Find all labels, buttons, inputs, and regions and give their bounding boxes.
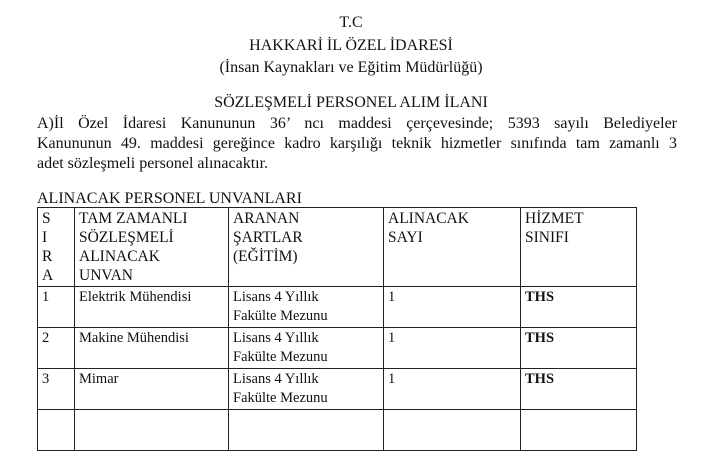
cell-unvan: Elektrik Mühendisi <box>75 287 229 328</box>
cell-sinif: THS <box>521 369 637 410</box>
cell-sartlar <box>229 369 384 410</box>
cell-sayi: 1 <box>384 287 521 328</box>
cell-sayi <box>384 410 521 451</box>
cell-sartlar-1: Lisans 4 Yıllık <box>233 330 319 346</box>
header-unvan <box>75 208 229 287</box>
cell-unvan <box>75 410 229 451</box>
header-sartlar <box>229 208 384 287</box>
cell-sartlar-2: Fakülte Mezunu <box>233 390 328 406</box>
header-sinif-1: HİZMET <box>525 210 584 227</box>
header-sartlar-3: (EĞİTİM) <box>233 248 298 265</box>
table-row <box>38 328 637 369</box>
header-tc: T.C <box>339 14 363 31</box>
header-sartlar-1: ARANAN <box>233 210 300 227</box>
header-sartlar-2: ŞARTLAR <box>233 229 303 246</box>
header-sira-s: S <box>42 210 51 227</box>
header-sayi-1: ALINACAK <box>388 210 469 227</box>
table-row <box>38 410 637 451</box>
cell-sartlar <box>229 410 384 451</box>
cell-sartlar-2: Fakülte Mezunu <box>233 349 328 365</box>
announcement-title: SÖZLEŞMELİ PERSONEL ALIM İLANI <box>214 94 488 111</box>
cell-sayi: 1 <box>384 369 521 410</box>
cell-unvan: Makine Mühendisi <box>75 328 229 369</box>
cell-sartlar-1: Lisans 4 Yıllık <box>233 371 319 387</box>
header-institution: HAKKARİ İL ÖZEL İDARESİ <box>249 37 453 54</box>
cell-sartlar-1: Lisans 4 Yıllık <box>233 289 319 305</box>
paragraph-line-2: Kanununun 49. maddesi gereğince kadro karşılığı teknik hizmetler sınıfında tam zamanlı 3 <box>37 135 677 152</box>
cell-unvan: Mimar <box>75 369 229 410</box>
paragraph-line-3: adet sözleşmeli personel alınacaktır. <box>37 155 269 172</box>
cell-sinif: THS <box>521 328 637 369</box>
header-unvan-3: ALINACAK <box>79 248 160 265</box>
header-sayi-2: SAYI <box>388 229 423 246</box>
table-caption: ALINACAK PERSONEL UNVANLARI <box>37 190 302 207</box>
header-sira-a: A <box>42 267 54 284</box>
cell-sartlar <box>229 328 384 369</box>
header-sinif-2: SINIFI <box>525 229 569 246</box>
header-sira-r: R <box>42 248 53 265</box>
header-sinif <box>521 208 637 287</box>
table-row <box>38 287 637 328</box>
header-department: (İnsan Kaynakları ve Eğitim Müdürlüğü) <box>219 59 483 76</box>
header-unvan-1: TAM ZAMANLI <box>79 210 188 227</box>
header-unvan-4: UNVAN <box>79 267 133 284</box>
header-sayi <box>384 208 521 287</box>
cell-sinif: THS <box>521 287 637 328</box>
cell-sartlar-2: Fakülte Mezunu <box>233 308 328 324</box>
cell-sinif <box>521 410 637 451</box>
cell-sira: 2 <box>38 328 75 369</box>
personnel-table <box>37 207 637 451</box>
cell-sira <box>38 410 75 451</box>
header-sira <box>38 208 75 287</box>
table-header-row <box>38 208 637 287</box>
header-sira-i: I <box>42 229 48 246</box>
cell-sira: 1 <box>38 287 75 328</box>
cell-sartlar <box>229 287 384 328</box>
paragraph-line-1: A)İl Özel İdaresi Kanununun 36’ ncı maddesi çerçevesinde; 5393 sayılı Belediyeler <box>37 115 677 132</box>
cell-sira: 3 <box>38 369 75 410</box>
cell-sayi: 1 <box>384 328 521 369</box>
header-unvan-2: SÖZLEŞMELİ <box>79 229 174 246</box>
table-row <box>38 369 637 410</box>
